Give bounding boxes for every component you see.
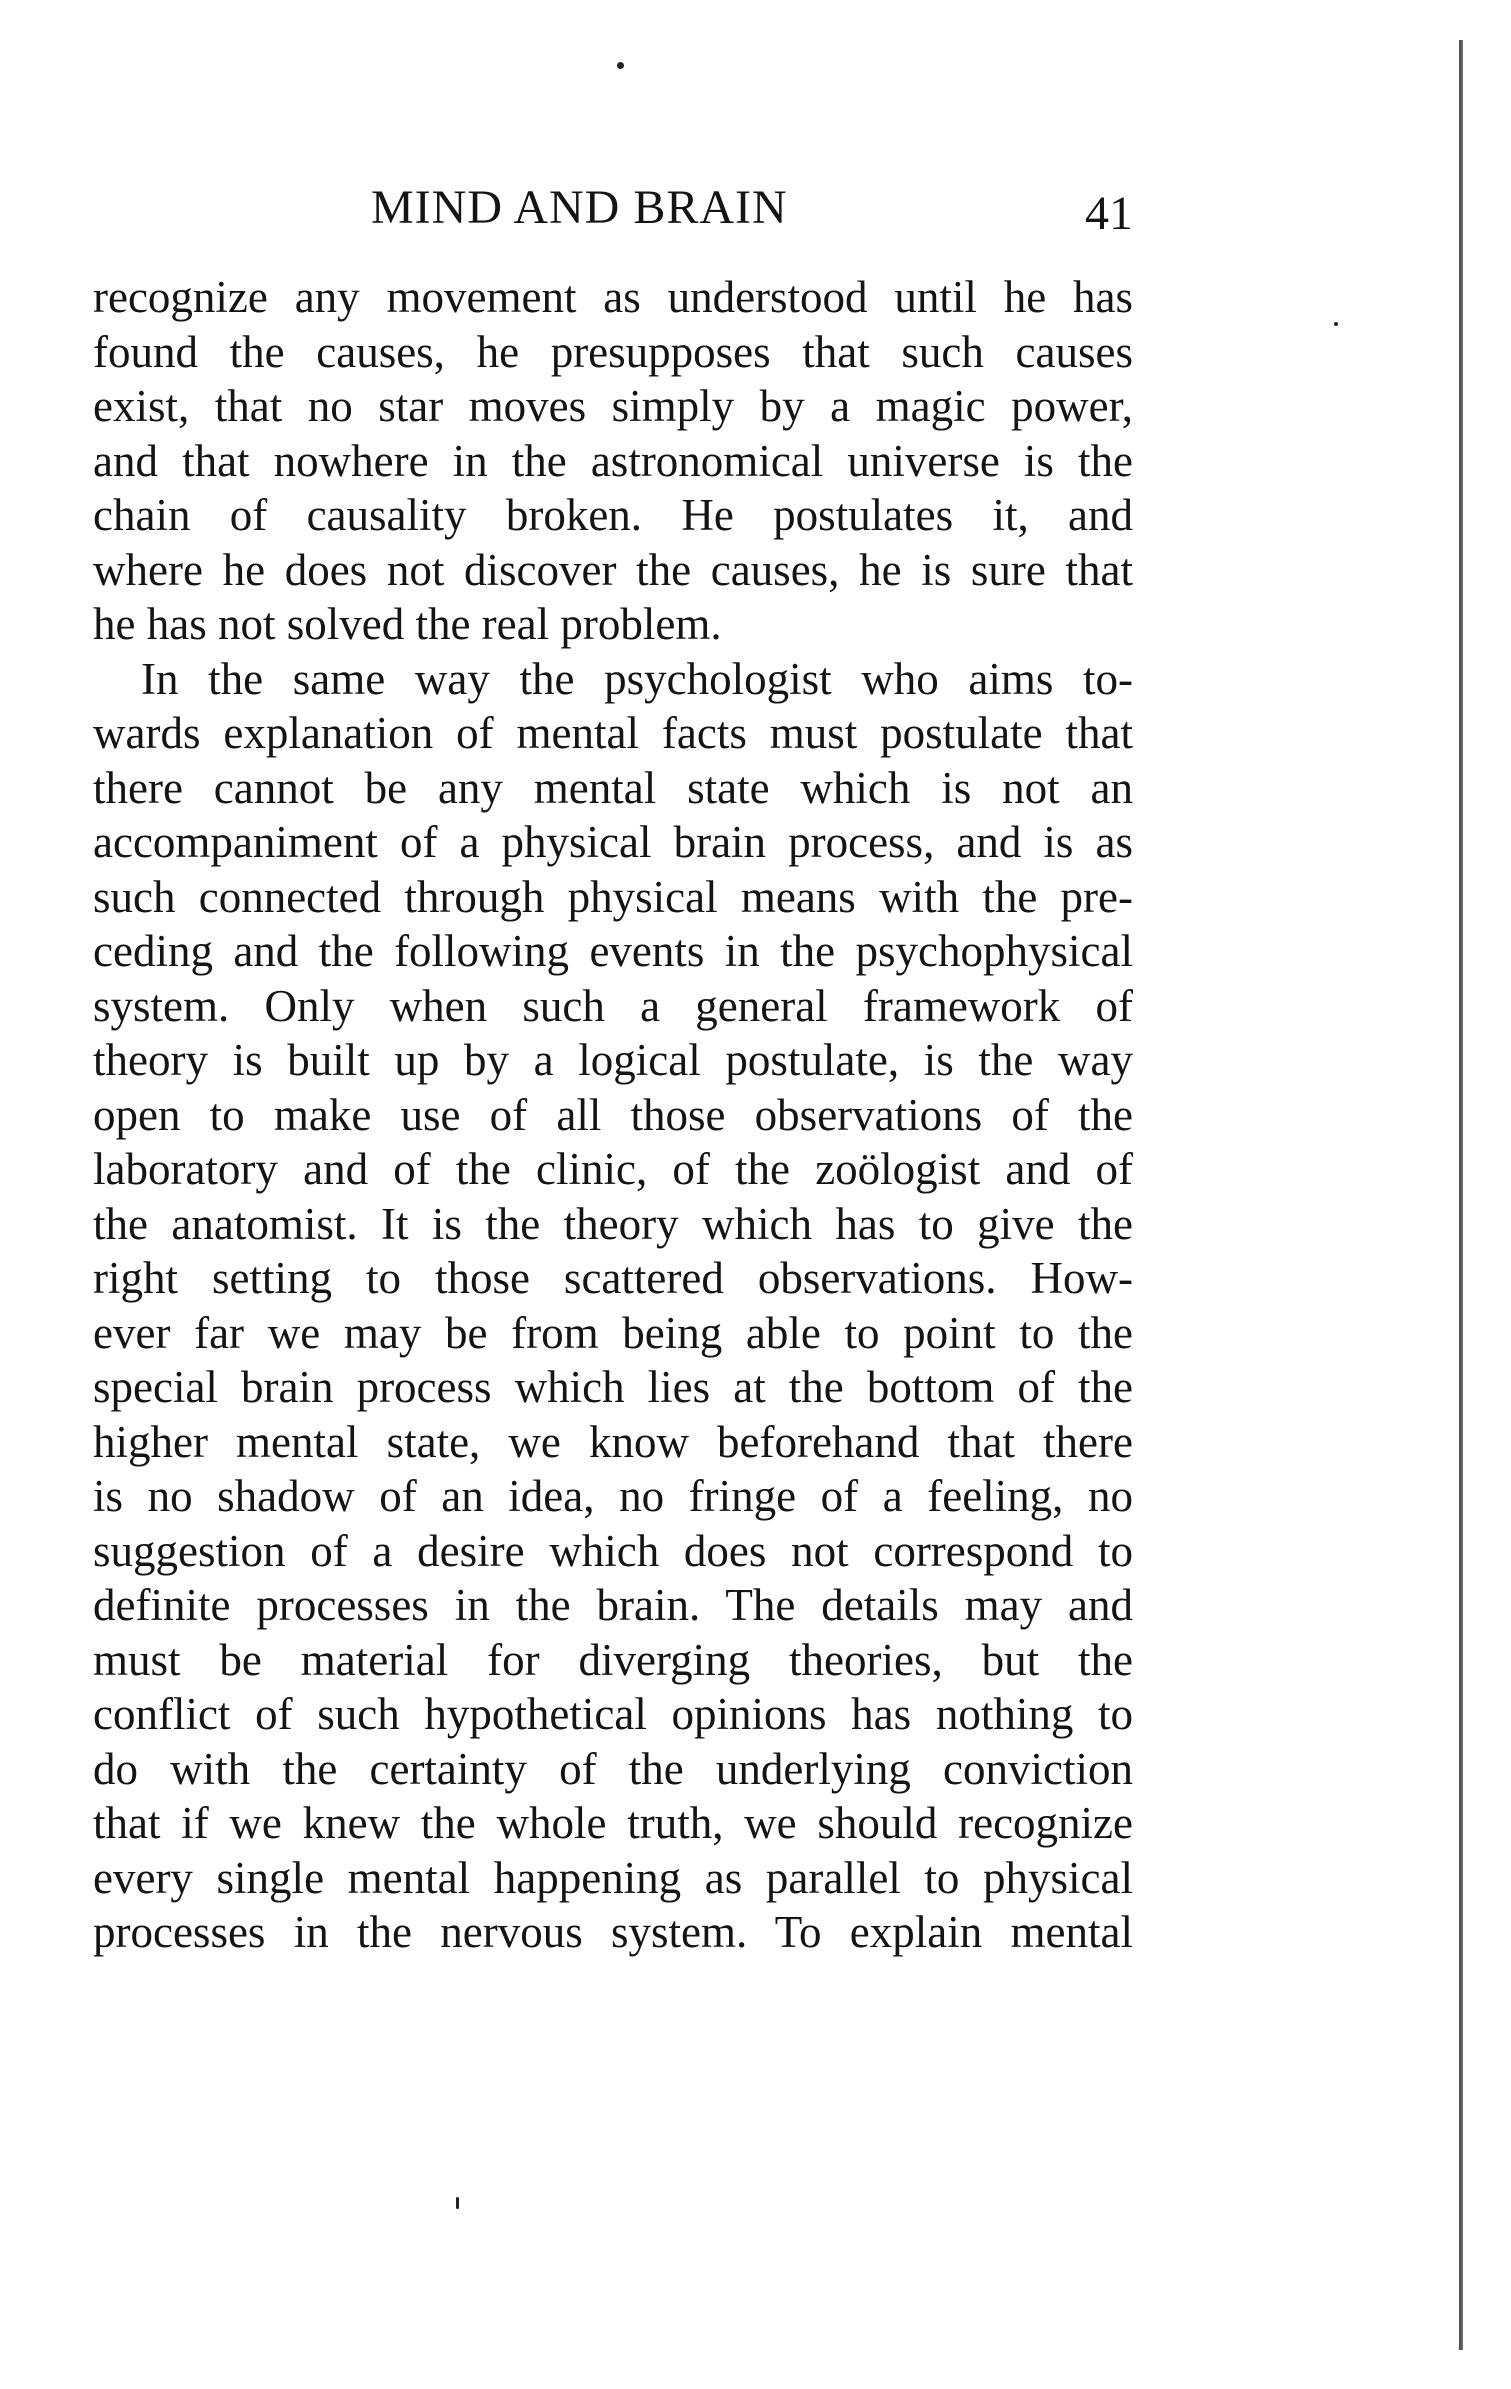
text-line: system. Only when such a general framework of — [93, 980, 1133, 1031]
text-line: laboratory and of the clinic, of the zoölogist and of — [93, 1144, 1133, 1194]
text-line: ceding and the following events in the psychophysical — [93, 926, 1133, 976]
page-header — [93, 178, 1133, 238]
text-line: ever far we may be from being able to point to the — [93, 1307, 1133, 1358]
text-line: definite processes in the brain. The details may and — [93, 1580, 1133, 1630]
text-line: recognize any movement as understood until he has — [93, 272, 1133, 322]
text-line: wards explanation of mental facts must postulate that — [93, 708, 1133, 758]
text-line: he has not solved the real problem. — [93, 599, 722, 649]
text-line: there cannot be any mental state which is not an — [93, 762, 1133, 813]
text-line: is no shadow of an idea, no fringe of a feeling, no — [93, 1471, 1133, 1521]
text-line: special brain process which lies at the bottom of the — [93, 1362, 1133, 1412]
text-line: the anatomist. It is the theory which has to give the — [93, 1198, 1133, 1249]
text-line: accompaniment of a physical brain process, and is as — [93, 817, 1133, 867]
text-line: and that nowhere in the astronomical universe is the — [93, 435, 1133, 486]
page-number: 41 — [1085, 187, 1133, 240]
print-speck — [456, 2197, 459, 2209]
text-line: do with the certainty of the underlying conviction — [93, 1743, 1133, 1794]
text-line: exist, that no star moves simply by a magic power, — [93, 381, 1133, 431]
text-line: that if we knew the whole truth, we should recognize — [93, 1798, 1133, 1848]
text-line: must be material for diverging theories, but the — [93, 1634, 1133, 1685]
body-text — [93, 270, 1133, 1960]
text-line: found the causes, he presupposes that such causes — [93, 326, 1133, 377]
text-line: processes in the nervous system. To explain mental — [93, 1907, 1133, 1957]
text-line: such connected through physical means with the pre- — [93, 871, 1133, 922]
text-line: every single mental happening as parallel to physical — [93, 1852, 1133, 1903]
text-line: theory is built up by a logical postulate, is the way — [93, 1035, 1133, 1085]
text-line: higher mental state, we know beforehand that there — [93, 1416, 1133, 1467]
text-line: chain of causality broken. He postulates it, and — [93, 490, 1133, 540]
print-speck — [617, 62, 624, 69]
text-line: suggestion of a desire which does not correspond to — [93, 1525, 1133, 1576]
text-line: In the same way the psychologist who aims to- — [141, 653, 1133, 704]
paragraph — [93, 270, 1133, 652]
print-speck — [1334, 322, 1338, 326]
text-line: right setting to those scattered observations. How- — [93, 1253, 1133, 1303]
text-line: conflict of such hypothetical opinions has nothing to — [93, 1689, 1133, 1739]
text-line: open to make use of all those observations of the — [93, 1089, 1133, 1140]
text-line: where he does not discover the causes, he is sure that — [93, 544, 1133, 595]
running-head: MIND AND BRAIN — [371, 181, 788, 234]
paragraph — [93, 652, 1133, 1960]
page-edge-shadow — [1459, 40, 1463, 2350]
